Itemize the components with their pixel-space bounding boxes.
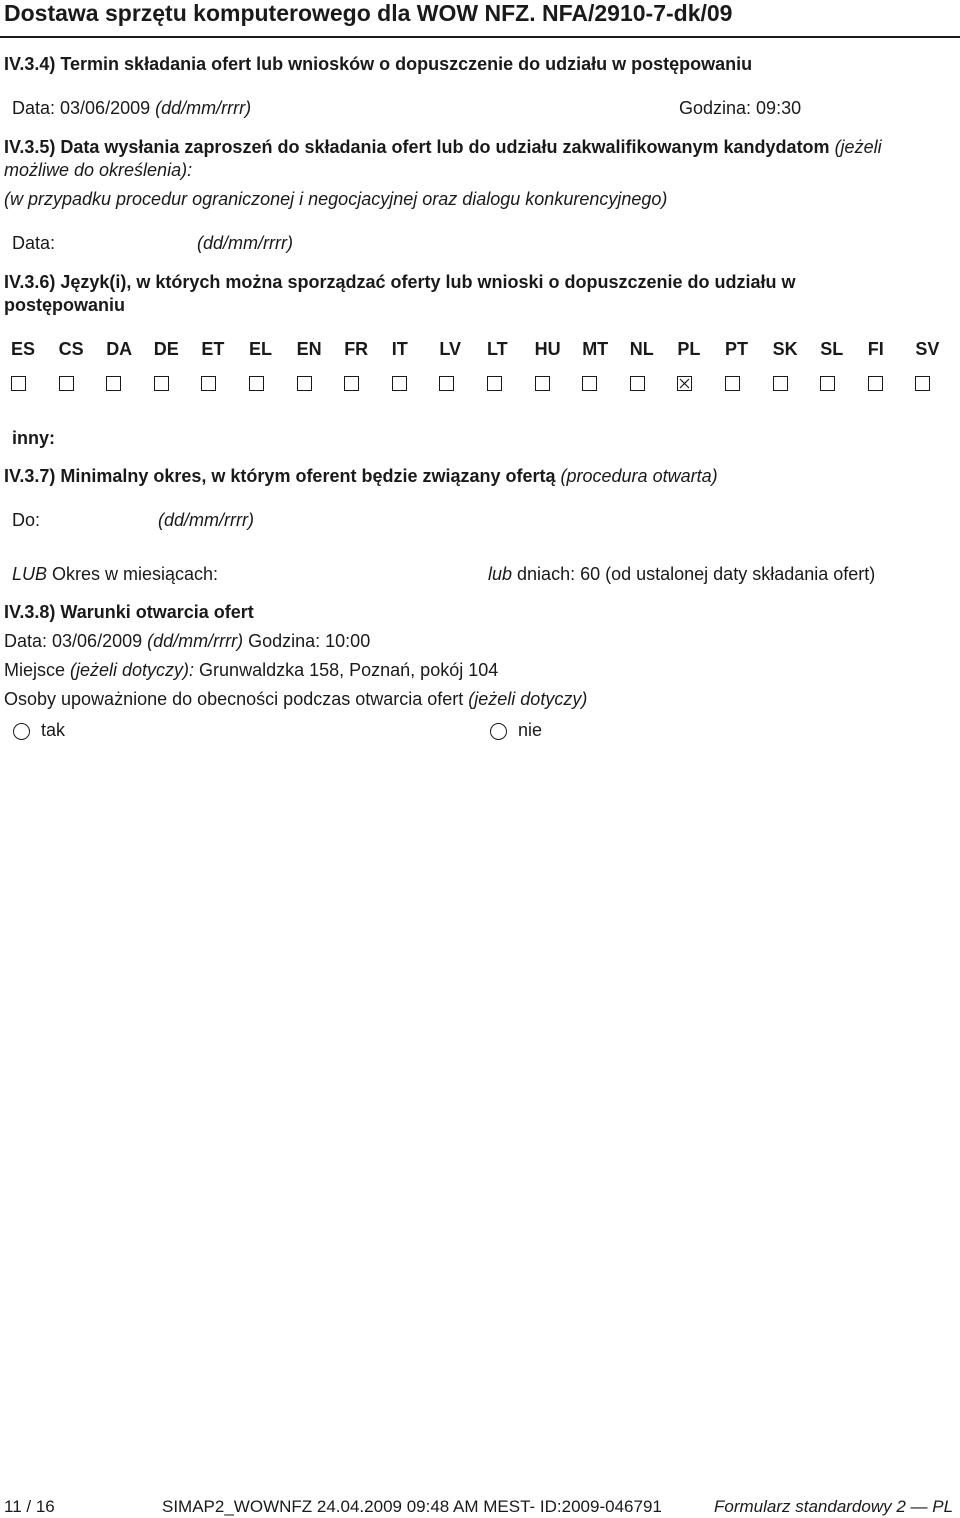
section-8-time: Godzina: 10:00	[243, 631, 371, 651]
section-8-place-label: Miejsce	[4, 660, 71, 680]
section-7-heading-note: (procedura otwarta)	[560, 466, 718, 486]
section-4-time: Godzina: 09:30	[679, 98, 802, 118]
footer-page-number: 11 / 16	[4, 1497, 55, 1516]
section-7-days	[488, 564, 875, 585]
language-label-hu: HU	[534, 339, 561, 359]
section-5-note: (w przypadku procedur ograniczonej i negocjacyjnej oraz dialogu konkurencyjnego)	[4, 189, 668, 209]
language-checkbox-mt[interactable]	[582, 376, 597, 391]
language-label-cs: CS	[58, 339, 84, 359]
section-6-heading-2: postępowaniu	[4, 295, 125, 315]
section-8-persons	[4, 689, 587, 710]
other-language-label: inny:	[12, 428, 55, 448]
language-checkboxes	[0, 376, 960, 392]
language-label-de: DE	[153, 339, 179, 359]
section-7-or-prefix-2: lub	[488, 564, 513, 584]
footer-form-name: Formularz standardowy 2 — PL	[714, 1497, 954, 1516]
section-8-persons-note: (jeżeli dotyczy)	[468, 689, 588, 709]
section-5-date-label: Data:	[12, 233, 56, 253]
language-label-lv: LV	[439, 339, 462, 359]
section-5-heading	[4, 137, 882, 158]
language-label-fi: FI	[867, 339, 884, 359]
language-label-lt: LT	[487, 339, 508, 359]
language-checkbox-sv[interactable]	[915, 376, 930, 391]
section-7-days-label: dniach: 60 (od ustalonej daty składania ofert)	[512, 564, 876, 584]
language-checkbox-it[interactable]	[392, 376, 407, 391]
language-checkbox-lv[interactable]	[439, 376, 454, 391]
language-checkbox-de[interactable]	[154, 376, 169, 391]
language-checkbox-fi[interactable]	[868, 376, 883, 391]
language-checkbox-et[interactable]	[201, 376, 216, 391]
footer-document-id: SIMAP2_WOWNFZ 24.04.2009 09:48 AM MEST- ID:2009-046791	[162, 1497, 662, 1516]
section-5-heading-text: IV.3.5) Data wysłania zaproszeń do składania ofert lub do udziału zakwalifikowanym kandydatom	[4, 137, 835, 157]
section-8-heading: IV.3.8) Warunki otwarcia ofert	[4, 602, 254, 622]
section-8-date-format: (dd/mm/rrrr)	[147, 631, 244, 651]
section-4-heading: IV.3.4) Termin składania ofert lub wniosków o dopuszczenie do udziału w postępowaniu	[4, 54, 753, 74]
language-label-mt: MT	[582, 339, 609, 359]
language-label-en: EN	[296, 339, 322, 359]
language-checkbox-pl[interactable]	[677, 376, 692, 391]
section-6-heading: IV.3.6) Język(i), w których można sporządzać oferty lub wnioski o dopuszczenie do udziału w	[4, 272, 796, 292]
section-7-months-label: Okres w miesiącach:	[47, 564, 219, 584]
language-checkbox-es[interactable]	[11, 376, 26, 391]
section-7-or-prefix: LUB	[12, 564, 48, 584]
language-checkbox-fr[interactable]	[344, 376, 359, 391]
language-label-sl: SL	[820, 339, 844, 359]
language-checkbox-lt[interactable]	[487, 376, 502, 391]
section-5-heading-note: (jeżeli	[834, 137, 882, 157]
language-label-es: ES	[11, 339, 36, 359]
title-divider	[0, 36, 960, 38]
section-5-date-format: (dd/mm/rrrr)	[197, 233, 293, 253]
language-label-fr: FR	[344, 339, 369, 359]
radio-nie[interactable]	[490, 723, 507, 740]
section-8-persons-label: Osoby upoważnione do obecności podczas otwarcia ofert	[4, 689, 469, 709]
language-label-et: ET	[201, 339, 225, 359]
section-7-until-format: (dd/mm/rrrr)	[158, 510, 254, 530]
section-8-date-label: Data: 03/06/2009	[4, 631, 148, 651]
language-checkbox-cs[interactable]	[59, 376, 74, 391]
language-label-it: IT	[391, 339, 408, 359]
language-label-sv: SV	[915, 339, 940, 359]
section-4-date-label: Data: 03/06/2009	[12, 98, 156, 118]
language-checkbox-sk[interactable]	[773, 376, 788, 391]
language-checkbox-pt[interactable]	[725, 376, 740, 391]
language-checkbox-sl[interactable]	[820, 376, 835, 391]
language-label-sk: SK	[772, 339, 798, 359]
radio-tak[interactable]	[13, 723, 30, 740]
radio-nie-label: nie	[518, 720, 543, 740]
section-8-date	[4, 631, 370, 652]
language-label-pt: PT	[725, 339, 749, 359]
language-label-el: EL	[249, 339, 273, 359]
language-label-pl: PL	[677, 339, 701, 359]
language-checkbox-da[interactable]	[106, 376, 121, 391]
section-5-heading-note-2: możliwe do określenia):	[4, 160, 193, 180]
radio-tak-label: tak	[41, 720, 66, 740]
section-4-date-format: (dd/mm/rrrr)	[155, 98, 252, 118]
section-7-months	[12, 564, 218, 585]
section-7-heading-text: IV.3.7) Minimalny okres, w którym oferent będzie związany ofertą	[4, 466, 561, 486]
language-label-da: DA	[106, 339, 133, 359]
section-8-place	[4, 660, 498, 681]
language-checkbox-hu[interactable]	[535, 376, 550, 391]
language-label-nl: NL	[629, 339, 654, 359]
language-labels	[0, 339, 960, 361]
section-8-place-note: (jeżeli dotyczy):	[70, 660, 195, 680]
language-checkbox-nl[interactable]	[630, 376, 645, 391]
section-7-until-label: Do:	[12, 510, 41, 530]
document-title: Dostawa sprzętu komputerowego dla WOW NFZ. NFA/2910-7-dk/09	[4, 0, 733, 26]
section-4-date	[12, 98, 251, 119]
language-checkbox-en[interactable]	[297, 376, 312, 391]
language-checkbox-el[interactable]	[249, 376, 264, 391]
section-8-place-value: Grunwaldzka 158, Poznań, pokój 104	[194, 660, 499, 680]
section-7-heading	[4, 466, 718, 487]
